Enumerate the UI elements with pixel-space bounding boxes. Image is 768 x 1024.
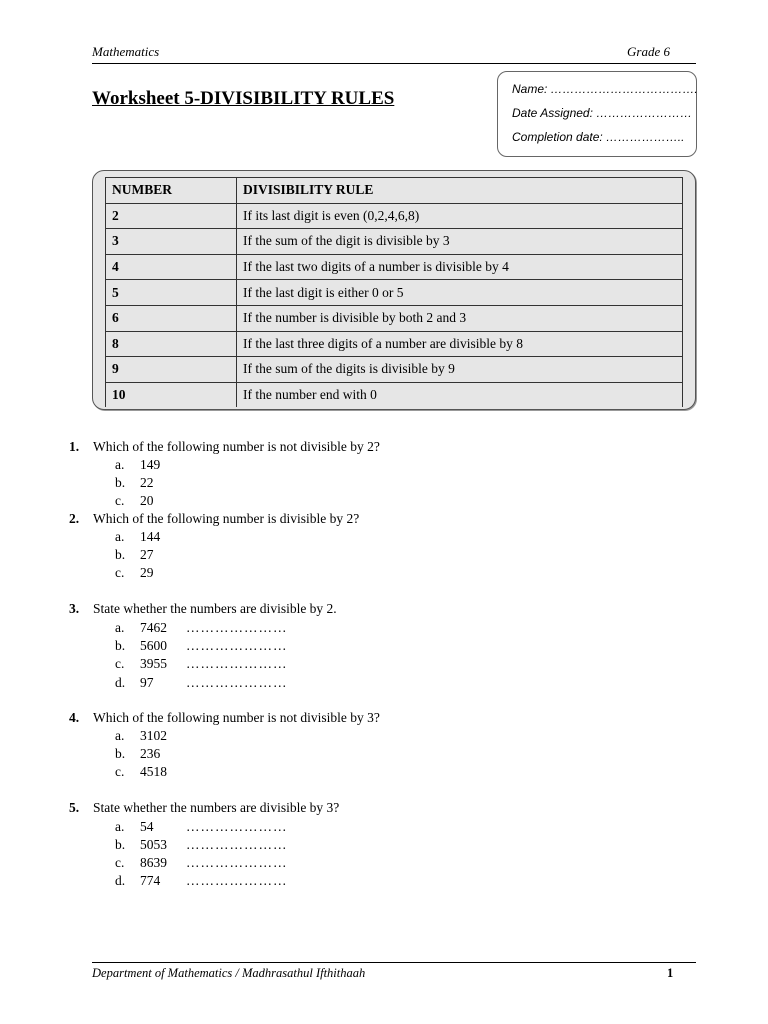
question-number: 3. xyxy=(69,601,80,616)
question-number: 5. xyxy=(69,800,80,815)
header-divider xyxy=(92,63,696,64)
rule-number: 9 xyxy=(106,357,237,383)
student-info-box xyxy=(497,71,697,157)
completion-date-dots: ……………….. xyxy=(605,130,685,144)
completion-date-line[interactable] xyxy=(512,130,684,144)
option-letter: a. xyxy=(115,529,125,544)
option-value: 4518 xyxy=(140,764,167,779)
table-header-row xyxy=(106,178,683,204)
name-label: Name: xyxy=(512,82,548,96)
question-number: 4. xyxy=(69,710,80,725)
option-letter: b. xyxy=(115,475,126,490)
table-row xyxy=(106,229,683,255)
option-letter: d. xyxy=(115,675,126,690)
option-value: 236 xyxy=(140,746,161,761)
divisibility-rules-table xyxy=(105,177,683,407)
question-number: 2. xyxy=(69,511,80,526)
option-letter: c. xyxy=(115,855,125,870)
table-row xyxy=(106,357,683,383)
header-grade: Grade 6 xyxy=(627,44,670,59)
date-assigned-label: Date Assigned: xyxy=(512,106,593,120)
rule-number: 8 xyxy=(106,331,237,357)
page-number: 1 xyxy=(667,966,674,980)
option-letter: d. xyxy=(115,873,126,888)
table-row xyxy=(106,203,683,229)
option-letter: c. xyxy=(115,493,125,508)
rule-text: If the sum of the digit is divisible by 3 xyxy=(237,229,683,255)
table-row xyxy=(106,254,683,280)
rule-text: If the sum of the digits is divisible by 9 xyxy=(237,357,683,383)
option-value: 54 xyxy=(140,819,154,834)
table-row xyxy=(106,280,683,306)
name-dots: ………………………………. xyxy=(550,82,698,96)
column-header-number: NUMBER xyxy=(106,178,237,204)
rule-number: 4 xyxy=(106,254,237,280)
option-letter: a. xyxy=(115,620,125,635)
option-letter: b. xyxy=(115,638,126,653)
option-value: 29 xyxy=(140,565,154,580)
rule-text: If the number end with 0 xyxy=(237,382,683,407)
date-assigned-dots: …………………… xyxy=(595,106,692,120)
question-text: Which of the following number is not divisible by 2? xyxy=(93,439,380,454)
answer-blank[interactable]: ………………… xyxy=(186,620,288,635)
question-text: State whether the numbers are divisible by 2. xyxy=(93,601,337,616)
column-header-rule: DIVISIBILITY RULE xyxy=(237,178,683,204)
option-value: 8639 xyxy=(140,855,167,870)
option-letter: a. xyxy=(115,457,125,472)
name-line[interactable] xyxy=(512,82,698,96)
option-letter: a. xyxy=(115,728,125,743)
option-letter: c. xyxy=(115,764,125,779)
rule-text: If the number is divisible by both 2 and 3 xyxy=(237,305,683,331)
table-row xyxy=(106,382,683,407)
answer-blank[interactable]: ………………… xyxy=(186,675,288,690)
rule-text: If its last digit is even (0,2,4,6,8) xyxy=(237,203,683,229)
option-value: 22 xyxy=(140,475,154,490)
footer-department: Department of Mathematics / Madhrasathul Ifthithaah xyxy=(92,966,366,980)
rule-number: 3 xyxy=(106,229,237,255)
option-value: 20 xyxy=(140,493,154,508)
rule-number: 5 xyxy=(106,280,237,306)
option-letter: b. xyxy=(115,547,126,562)
option-value: 3955 xyxy=(140,656,167,671)
question-text: Which of the following number is divisible by 2? xyxy=(93,511,360,526)
option-value: 144 xyxy=(140,529,161,544)
answer-blank[interactable]: ………………… xyxy=(186,855,288,870)
answer-blank[interactable]: ………………… xyxy=(186,819,288,834)
answer-blank[interactable]: ………………… xyxy=(186,873,288,888)
answer-blank[interactable]: ………………… xyxy=(186,638,288,653)
question-text: State whether the numbers are divisible by 3? xyxy=(93,800,340,815)
rule-number: 6 xyxy=(106,305,237,331)
option-value: 149 xyxy=(140,457,161,472)
table-row xyxy=(106,331,683,357)
table-row xyxy=(106,305,683,331)
option-letter: a. xyxy=(115,819,125,834)
option-letter: b. xyxy=(115,746,126,761)
rule-number: 10 xyxy=(106,382,237,407)
option-letter: c. xyxy=(115,565,125,580)
rule-number: 2 xyxy=(106,203,237,229)
completion-date-label: Completion date: xyxy=(512,130,603,144)
answer-blank[interactable]: ………………… xyxy=(186,656,288,671)
rule-text: If the last two digits of a number is divisible by 4 xyxy=(237,254,683,280)
option-letter: c. xyxy=(115,656,125,671)
answer-blank[interactable]: ………………… xyxy=(186,837,288,852)
option-value: 5053 xyxy=(140,837,167,852)
header-subject: Mathematics xyxy=(92,44,160,59)
option-value: 5600 xyxy=(140,638,167,653)
question-text: Which of the following number is not divisible by 3? xyxy=(93,710,380,725)
rule-text: If the last digit is either 0 or 5 xyxy=(237,280,683,306)
footer-divider xyxy=(92,962,696,963)
option-value: 27 xyxy=(140,547,154,562)
option-value: 774 xyxy=(140,873,161,888)
option-value: 97 xyxy=(140,675,154,690)
option-letter: b. xyxy=(115,837,126,852)
option-value: 7462 xyxy=(140,620,167,635)
rule-text: If the last three digits of a number are divisible by 8 xyxy=(237,331,683,357)
date-assigned-line[interactable] xyxy=(512,106,692,120)
question-number: 1. xyxy=(69,439,80,454)
option-value: 3102 xyxy=(140,728,167,743)
worksheet-title: Worksheet 5-DIVISIBILITY RULES xyxy=(92,88,395,109)
